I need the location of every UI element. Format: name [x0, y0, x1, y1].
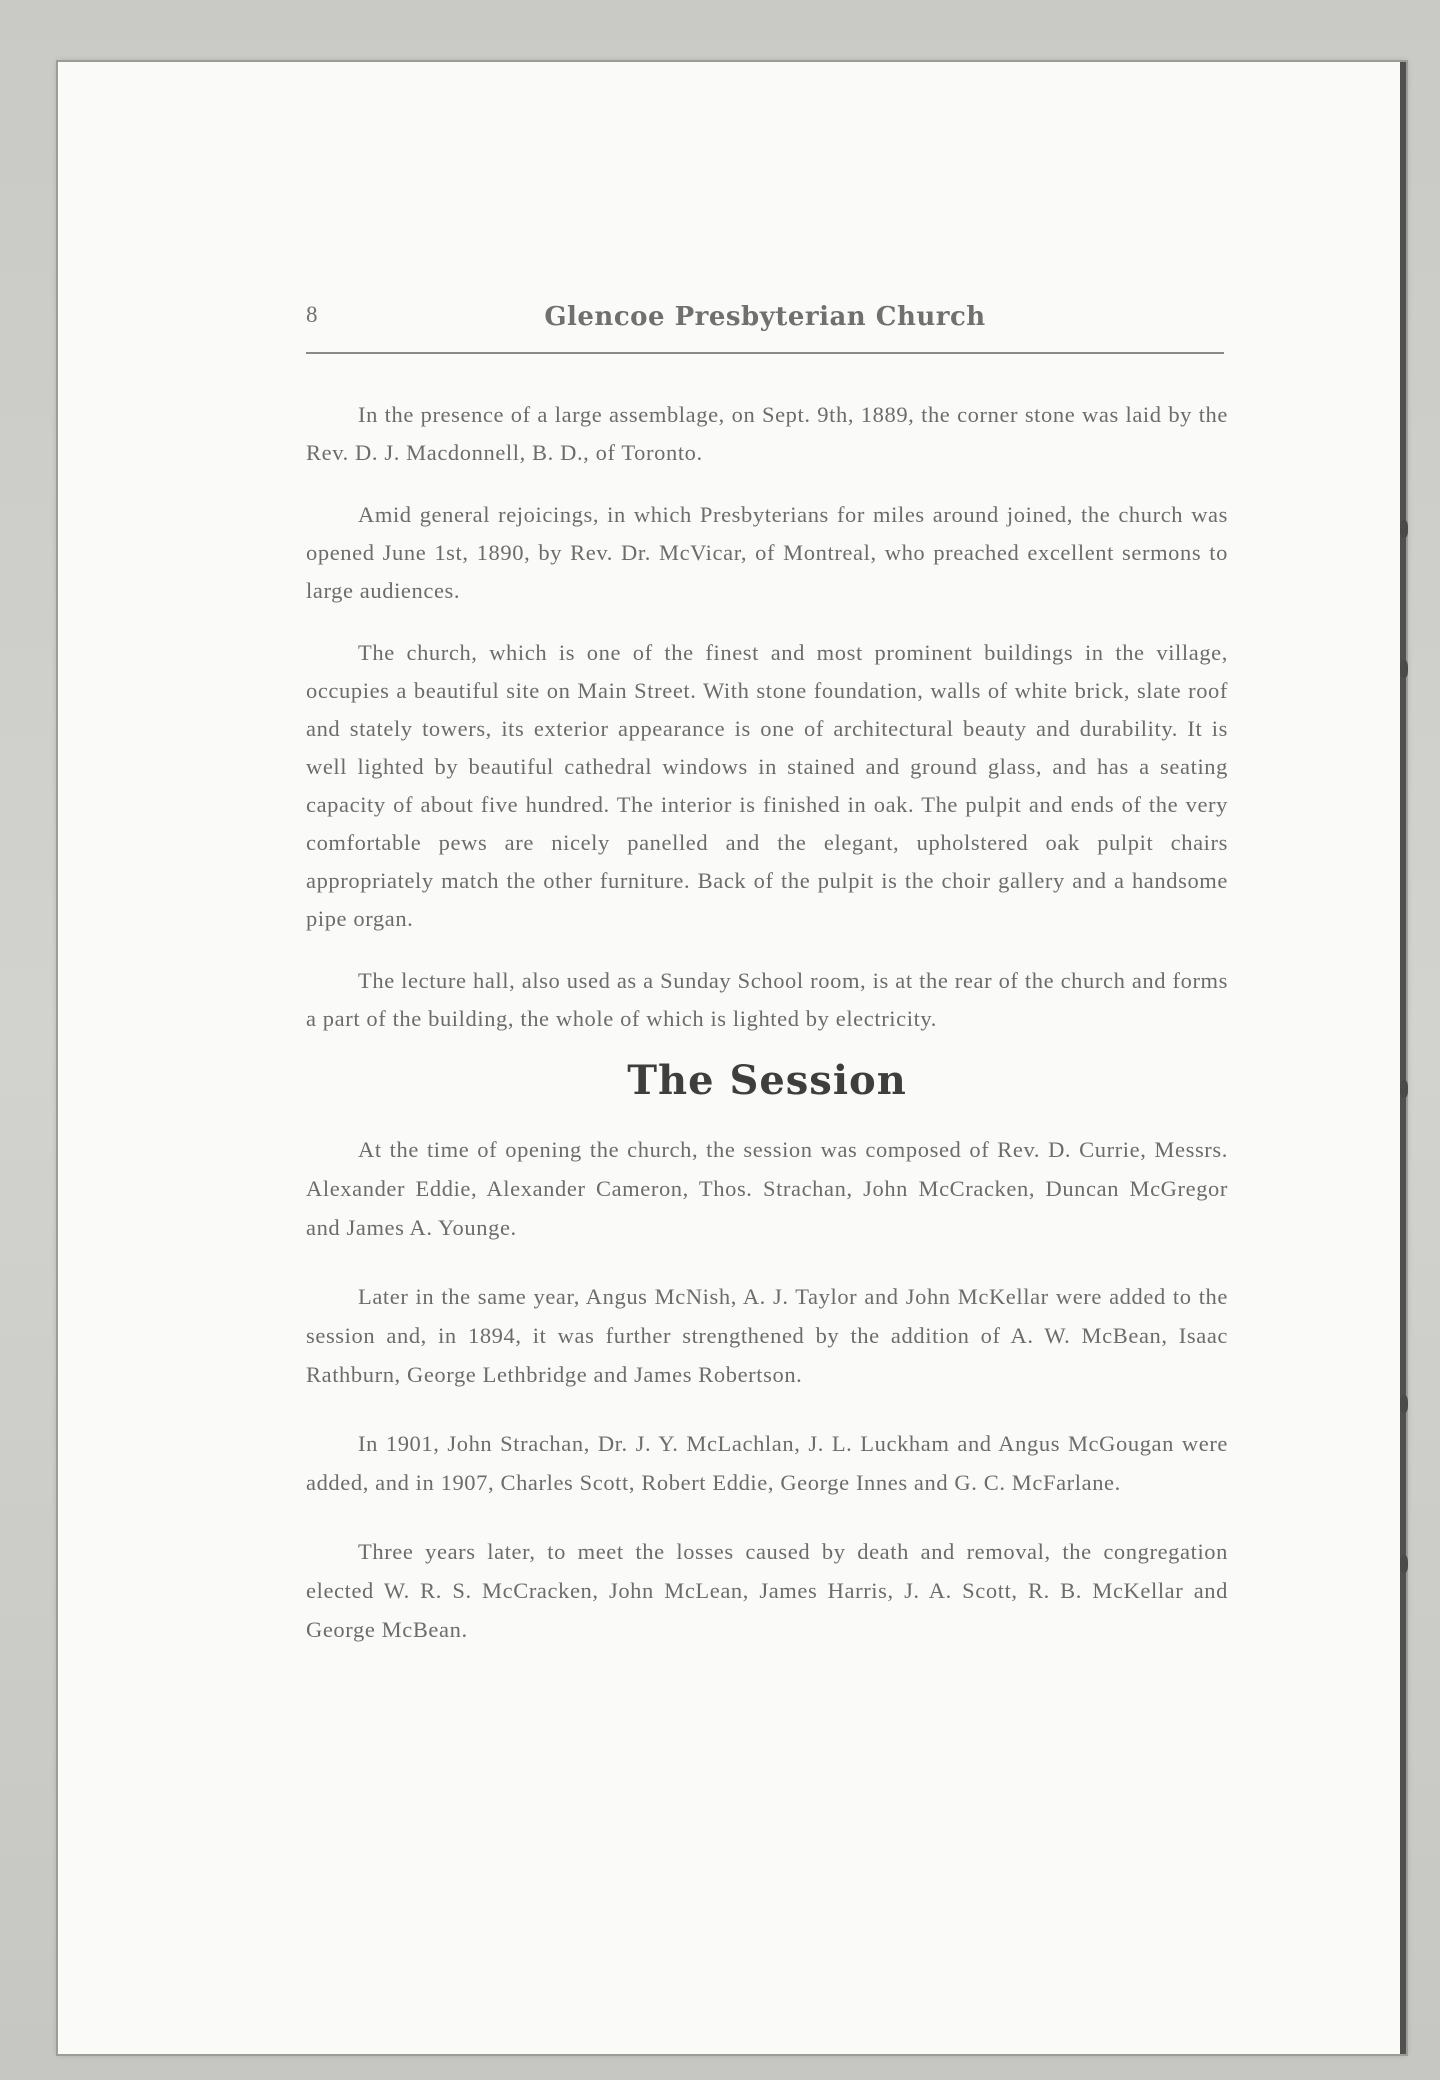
page-number: 8 — [306, 302, 318, 327]
margin-mark — [1400, 660, 1408, 678]
margin-mark — [1400, 520, 1408, 538]
paragraph: Later in the same year, Angus McNish, A. J. Taylor and John McKellar were added to the session and, in 1894, it was further strengthened by the addition of A. W. McBean, Isaac Rathburn, George Lethbridge and James Robertson. — [306, 1284, 1228, 1387]
paragraph: Amid general rejoicings, in which Presbyterians for miles around joined, the church was opened June 1st, 1890, by Rev. Dr. McVicar, of Montreal, who preached excellent sermons to large audiences. — [306, 502, 1228, 603]
margin-mark — [1400, 1395, 1408, 1413]
paragraph: The lecture hall, also used as a Sunday School room, is at the rear of the church and forms a part of the building, the whole of which is lighted by electricity. — [306, 968, 1228, 1031]
running-title: Glencoe Presbyterian Church — [544, 302, 986, 332]
session-section — [306, 1130, 1228, 1649]
running-head — [306, 302, 1224, 354]
paragraph: In 1901, John Strachan, Dr. J. Y. McLachlan, J. L. Luckham and Angus McGougan were added, and in 1907, Charles Scott, Robert Eddie, George Innes and G. C. McFarlane. — [306, 1431, 1228, 1495]
margin-mark — [1400, 1555, 1408, 1573]
page-body — [306, 396, 1228, 1679]
paragraph: In the presence of a large assemblage, on Sept. 9th, 1889, the corner stone was laid by the Rev. D. J. Macdonnell, B. D., of Toronto. — [306, 402, 1228, 465]
paragraph: Three years later, to meet the losses caused by death and removal, the congregation elected W. R. S. McCracken, John McLean, James Harris, J. A. Scott, R. B. McKellar and George McBean. — [306, 1539, 1228, 1642]
section-heading: The Session — [627, 1057, 907, 1104]
paragraph: The church, which is one of the finest and most prominent buildings in the village, occupies a beautiful site on Main Street. With stone foundation, walls of white brick, slate roof and stately towers, its exterior appearance is one of architectural beauty and durability. It is well lighted by beautiful cathedral windows in stained and ground glass, and has a seating capacity of about five hundred. The interior is finished in oak. The pulpit and ends of the very comfortable pews are nicely panelled and the elegant, upholstered oak pulpit chairs appropriately match the other furniture. Back of the pulpit is the choir gallery and a handsome pipe organ. — [306, 640, 1228, 931]
margin-mark — [1400, 1080, 1408, 1098]
paragraph: At the time of opening the church, the session was composed of Rev. D. Currie, Messrs. Alexander Eddie, Alexander Cameron, Thos. Strachan, John McCracken, Duncan McGregor and James A. Younge. — [306, 1137, 1228, 1240]
page-edge — [1400, 62, 1406, 2054]
